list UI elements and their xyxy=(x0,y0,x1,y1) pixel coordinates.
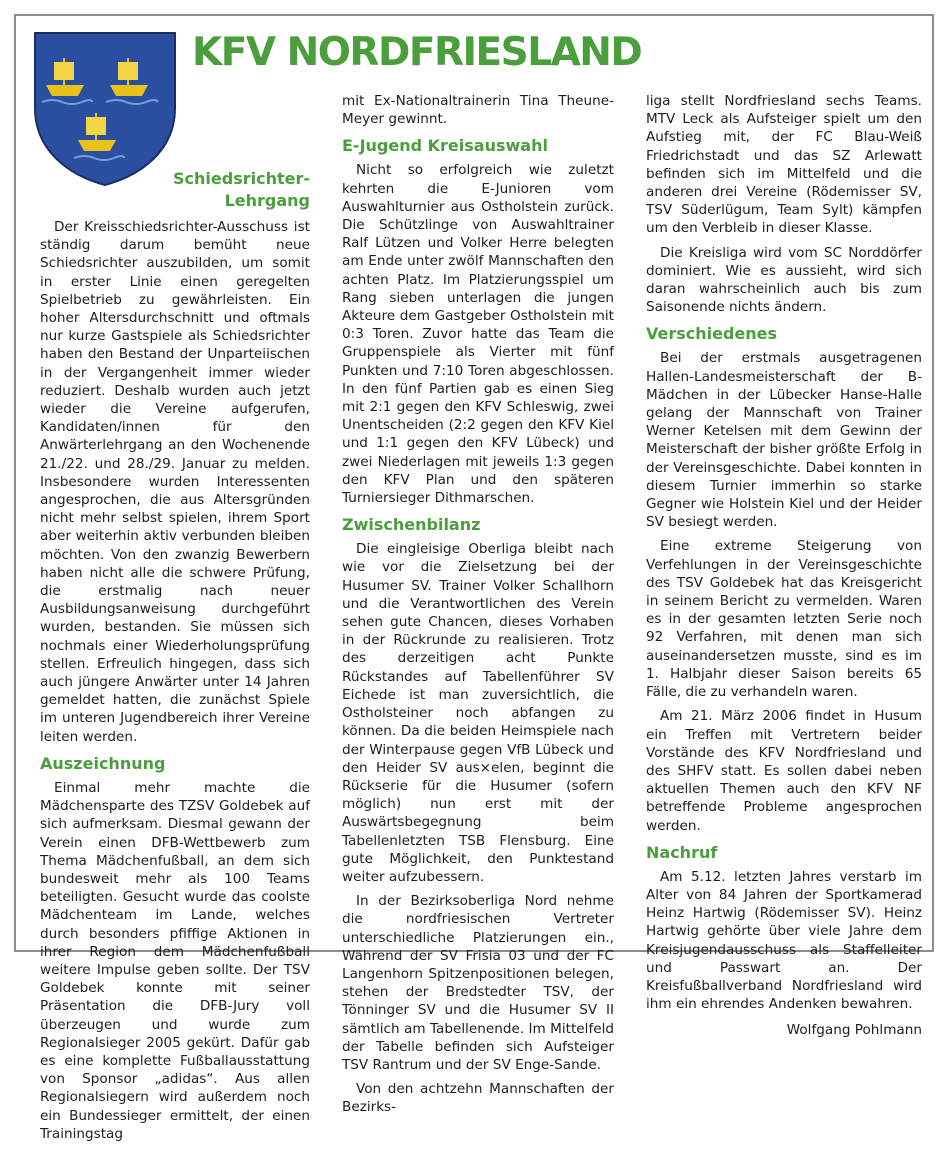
column-1 xyxy=(40,92,310,1149)
paragraph: Nicht so erfolgreich wie zuletzt kehrten die E-Junioren vom Auswahlturnier aus Ostholstein zurück. Die Schützlinge von Auswahltrainer Ralf Lützen und Volker Herre belegten am Ende unter zwölf Mannschaften den achten Platz. Im Platzierungsspiel um Rang sieben unterlagen die jungen Akteure dem Gastgeber Ostholstein mit 0:3 Toren. Zuvor hatte das Team die Gruppenspiele als Vierter mit fünf Punkten und 7:10 Toren abgeschlossen. In den fünf Partien gab es einen Sieg mit 2:1 gegen den KFV Schleswig, zwei Unentscheiden (2:2 gegen den KFV Kiel und 1:1 gegen den KFV Lübeck) und zwei Niederlagen mit jeweils 1:3 gegen den KFV Plan und den späteren Turniersieger Dithmarschen. xyxy=(342,162,614,507)
paragraph: Die Kreisliga wird vom SC Norddörfer dominiert. Wie es aussieht, wird sich daran wahrscheinlich auch bis zum Saisonende nichts ändern. xyxy=(646,244,922,316)
paragraph: liga stellt Nordfriesland sechs Teams. MTV Leck als Aufsteiger spielt um den Aufstieg mit, der FC Blau-Weiß Friedrichstadt und das SZ Arlewatt befinden sich im Mittelfeld und die anderen drei Vereine (Rödemisser SV, TSV Süderlügum, Team Sylt) kämpfen um den Verbleib in dieser Klasse. xyxy=(646,93,922,237)
heading-nachruf: Nachruf xyxy=(646,842,718,862)
paragraph: Von den achtzehn Mannschaften der Bezirks- xyxy=(342,1081,614,1116)
heading-auszeichnung: Auszeichnung xyxy=(40,753,166,773)
paragraph: Am 5.12. letzten Jahres verstarb im Alter von 84 Jahren der Sportkamerad Heinz Hartwig (Rödemisser SV). Heinz Hartwig gehörte über viele Jahre dem Kreisjugendausschuss als Staffelleiter und Passwart an. Der Kreisfußballverband Nordfriesland wird ihm ein ehrendes Andenken bewahren. xyxy=(646,868,922,1013)
paragraph: mit Ex-Nationaltrainerin Tina Theune-Meyer gewinnt. xyxy=(342,93,614,128)
paragraph: Die eingleisige Oberliga bleibt nach wie vor die Zielsetzung bei der Husumer SV. Trainer Volker Schallhorn und die Verantwortlichen des Verein sehen gute Chancen, dieses Vorhaben in der Rückrunde zu realisieren. Trotz des derzeitigen acht Punkte Rückstandes auf Tabellenführer SV Eichede ist man zuversichtlich, die Ostholsteiner noch abfangen zu können. Da die beiden Heimspiele nach der Winterpause gegen VfB Lübeck und den Heider SV aus×elen, beginnt die Rückserie für die Husumer (sofern möglich) nun erst mit der Auswärtsbegegnung beim Tabellenletzten TSB Flensburg. Eine gute Möglichkeit, den Punktestand weiter aufzubessern. xyxy=(342,541,614,885)
heading-e-jugend: E-Jugend Kreisauswahl xyxy=(342,136,548,156)
paragraph: In der Bezirksoberliga Nord nehme die nordfriesischen Vertreter unterschiedliche Platzierungen ein., Während der SV Frisia 03 und der FC Langenhorn Spitzenpositionen belegen, stehen der Bredstedter TSV, der Tönninger SV und die Husumer SV II sämtlich am Tabellenende. Im Mittelfeld der Tabelle befinden sich Aufsteiger TSV Rantrum und der SV Enge-Sande. xyxy=(342,893,614,1073)
paragraph: Einmal mehr machte die Mädchensparte des TZSV Goldebek auf sich aufmerksam. Diesmal gewann der Verein einen DFB-Wettbewerb zum Thema Mädchenfußball, an dem sich bundesweit mehr als 100 Teams beteiligten. Gesucht wurde das coolste Mädchenteam im Lande, welches durch besonders pfiffige Aktionen in ihrer Region dem Mädchenfußball weitere Impulse geben sollte. Der TSV Goldebek konnte mit seiner Präsentation die DFB-Jury voll überzeugen und wurde zum Regionalsieger 2005 gekürt. Dafür gab es eine komplette Fußballausstattung von Sponsor „adidas“. Aus allen Regionalsiegern wird außerdem noch ein Bundessieger ermittelt, der einen Trainingstag xyxy=(40,779,310,1142)
article-page xyxy=(14,14,934,1142)
column-3 xyxy=(646,92,922,1046)
heading-schiedsrichter: Schiedsrichter-Lehrgang xyxy=(173,169,310,210)
paragraph: Eine extreme Steigerung von Verfehlungen in der Vereinsgeschichte des TSV Goldebek hat das Kreisgericht in seinem Bericht zu vermelden. Waren es in der gesamten letzten Serie noch 92 Verfahren, mit denen man sich auseinandersetzen musste, sind es im 1. Halbjahr dieser Saison bereits 65 Fälle, die zu verhandeln waren. xyxy=(646,538,922,701)
heading-verschiedenes: Verschiedenes xyxy=(646,324,778,344)
crest-wrap-space xyxy=(40,92,192,212)
paragraph: Am 21. März 2006 findet in Husum ein Treffen mit Vertretern beider Vorstände des KFV Nordfriesland und des SHFV statt. Es sollen dabei neben aktuellen Themen auch den KFV NF betreffende Probleme angesprochen werden. xyxy=(646,708,922,834)
heading-zwischenbilanz: Zwischenbilanz xyxy=(342,515,481,535)
page-title: KFV NORDFRIESLAND xyxy=(192,30,642,75)
paragraph: Der Kreisschiedsrichter-Ausschuss ist ständig darum bemüht neue Schiedsrichter auszubilden, um somit in erster Linie einen geregelten Spielbetrieb zu gewährleisten. Ein hoher Altersdurchschnitt und oftmals nur kurze Gastspiele als Schiedsrichter haben den Bestand der Unparteiischen in der Vergangenheit immer wieder reduziert. Deshalb wurden auch jetzt wieder die Vereine aufgerufen, Kandidaten/innen für den Anwärterlehrgang an den Wochenende 21./22. und 28./29. Januar zu melden. Insbesondere wurden Interessenten angesprochen, die aus Altersgründen nicht mehr selbst spielen, ihrem Sport aber weiterhin aktiv verbunden bleiben möchten. Von den zwanzig Bewerbern haben nicht alle die schwere Prüfung, die erstmalig nach neuer Ausbildungsanweisung durchgeführt wurden, bestanden. Sie müssen sich nochmals einer Wiederholungsprüfung stellen. Erfreulich hingegen, dass sich auch jüngere Anwärter unter 14 Jahren gemeldet hatten, die zunächst Spiele im unteren Jugendbereich ihrer Vereine leiten werden. xyxy=(40,219,310,745)
paragraph: Bei der erstmals ausgetragenen Hallen-Landesmeisterschaft der B-Mädchen in der Lübecker Hanse-Halle gelang der Mannschaft von Trainer Werner Ketelsen mit dem Gewinn der Meisterschaft der bisher größte Erfolg in der Vereinsgeschichte. Dabei konnten in diesem Turnier immerhin so starke Gegner wie Holstein Kiel und der Heider SV besiegt werden. xyxy=(646,350,922,531)
author-signature: Wolfgang Pohlmann xyxy=(786,1022,922,1039)
